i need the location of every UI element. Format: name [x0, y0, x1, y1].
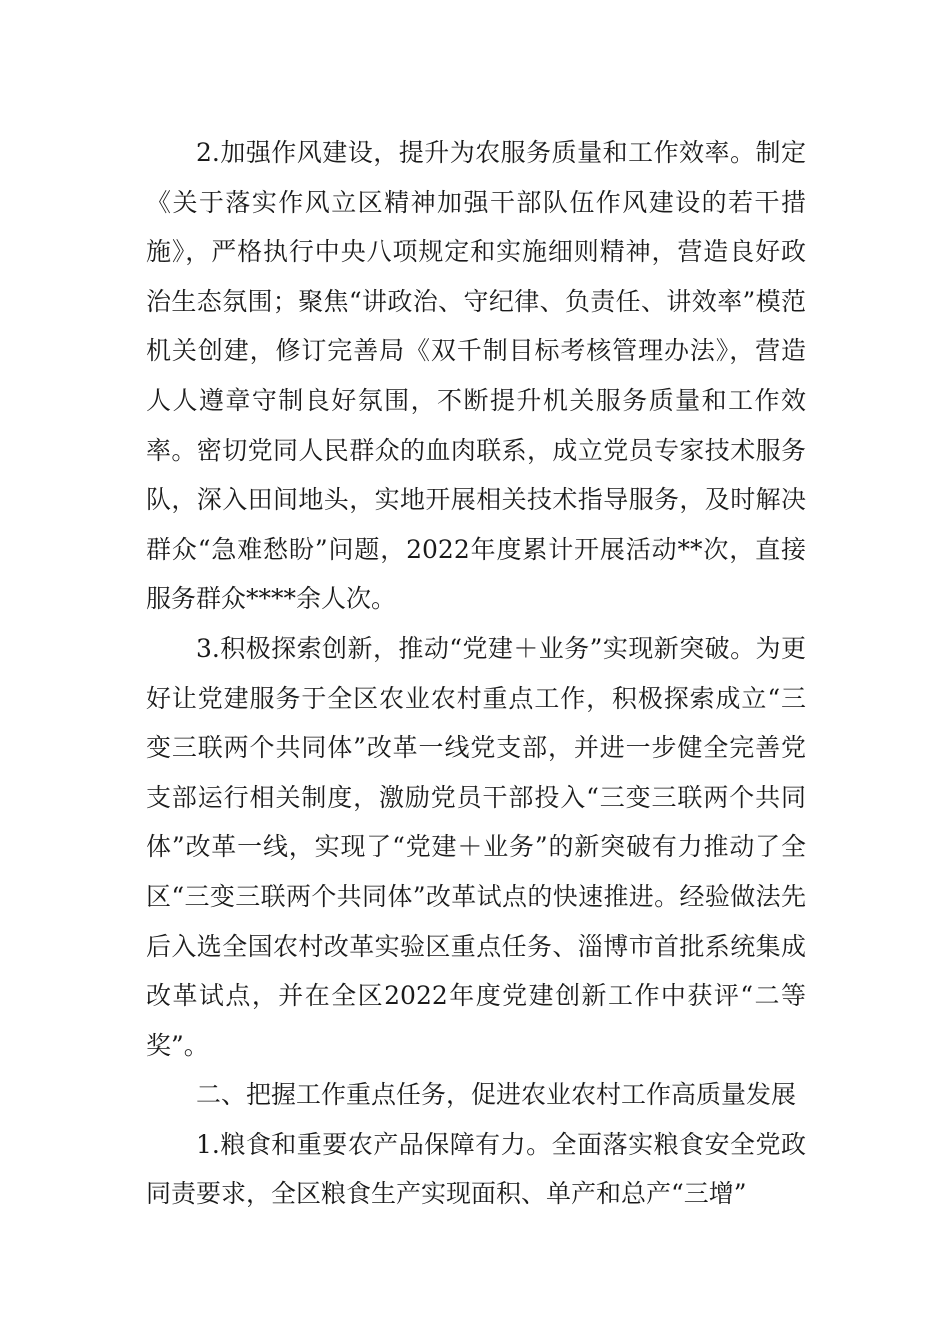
section-heading: 二、把握工作重点任务，促进农业农村工作高质量发展: [196, 1080, 797, 1110]
paragraph-grain-security: 1.粮食和重要农产品保障有力。全面落实粮食安全党政同责要求，全区粮食生产实现面积、单产和总产“三增”: [146, 1129, 806, 1209]
paragraph-work-style: 2.加强作风建设，提升为农服务质量和工作效率。制定《关于落实作风立区精神加强干部队伍作风建设的若干措施》，严格执行中央八项规定和实施细则精神，营造良好政治生态氛围；聚焦“讲政治、守纪律、负责任、讲效率”模范机关创建，修订完善局《双千制目标考核管理办法》，营造人人遵章守制良好氛围，不断提升机关服务质量和工作效率。密切党同人民群众的血肉联系，成立党员专家技术服务队，深入田间地头，实地开展相关技术指导服务，及时解决群众“急难愁盼”问题，2022年度累计开展活动**次，直接服务群众****余人次。: [146, 138, 806, 614]
document-body: [146, 128, 806, 1219]
paragraph-innovation: 3.积极探索创新，推动“党建＋业务”实现新突破。为更好让党建服务于全区农业农村重点工作，积极探索成立“三变三联两个共同体”改革一线党支部，并进一步健全完善党支部运行相关制度，激励党员干部投入“三变三联两个共同体”改革一线，实现了“党建＋业务”的新突破有力推动了全区“三变三联两个共同体”改革试点的快速推进。经验做法先后入选全国农村改革实验区重点任务、淄博市首批系统集成改革试点，并在全区2022年度党建创新工作中获评“二等奖”。: [146, 633, 806, 1060]
